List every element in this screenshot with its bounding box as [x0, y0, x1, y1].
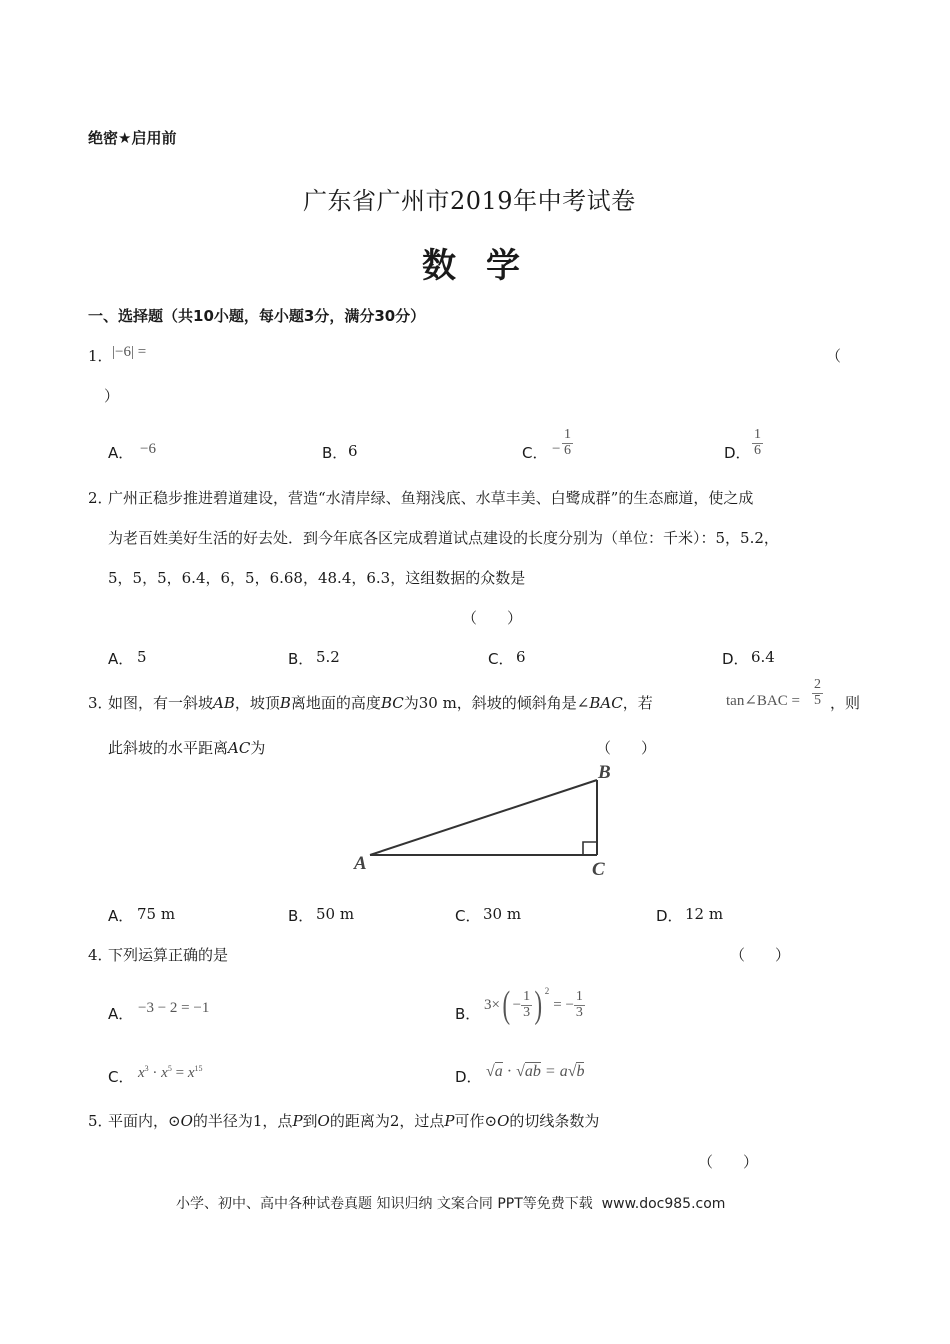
q5-text-b: 的半径为1，点: [192, 1112, 293, 1130]
q3-text-d: 为30 m，斜坡的倾斜角是∠: [403, 694, 590, 712]
q2-option-d-label: D．: [722, 650, 749, 668]
q3-answer-paren: （ ）: [596, 739, 657, 757]
q4-option-b-result-denominator: 3: [575, 1004, 583, 1020]
q1-option-d-denominator: 6: [754, 442, 761, 458]
q3-var-b: B: [279, 694, 291, 712]
q2-option-a-value: 5: [137, 648, 147, 666]
q3-option-d-value: 12 m: [685, 905, 724, 923]
q5-text-c: 到: [302, 1112, 318, 1130]
q3-tan-numerator: 2: [814, 677, 821, 692]
q5-answer-paren: （ ）: [698, 1153, 759, 1171]
q3-line-1: [108, 692, 653, 713]
q4-option-c-dot: ·: [148, 1065, 162, 1081]
q3-text-g: 此斜坡的水平距离: [108, 739, 229, 757]
q5-var-o-1: O: [180, 1112, 193, 1130]
q4-option-c-base-3: x: [187, 1065, 195, 1081]
q4-option-b-numerator: 1: [523, 988, 531, 1004]
sqrt-symbol-3: √: [567, 1063, 577, 1080]
footer-ad-text: 小学、初中、高中各种试卷真题 知识归纳 文案合同 PPT等免费下载 www.doc985.com: [176, 1196, 726, 1212]
q1-option-b-value: 6: [348, 442, 358, 460]
q2-option-a-label: A．: [108, 650, 134, 668]
q4-option-c-exp-2: 5: [167, 1064, 172, 1073]
q3-text-c: 离地面的高度: [290, 694, 381, 712]
q3-tan-fraction: [812, 678, 823, 708]
q1-option-c-label: C．: [522, 444, 548, 462]
q4-option-b-power: 2: [544, 986, 550, 996]
slope-triangle-figure: [340, 758, 630, 883]
q4-stem: 下列运算正确的是: [108, 946, 229, 964]
q2-option-d-value: 6.4: [751, 648, 775, 666]
q1-option-c-sign: −: [552, 441, 561, 457]
q3-text-a: 如图，有一斜坡: [108, 694, 214, 712]
q4-option-b-equals: = −: [553, 996, 574, 1013]
slope-line-ab: [370, 780, 597, 855]
q2-line-3: 5，5，5，6.4，6，5，6.68，48.4，6.3，这组数据的众数是: [108, 569, 526, 587]
q4-option-d-label: D．: [455, 1068, 482, 1086]
q4-option-b-fraction: [521, 990, 532, 1020]
q5-stem: [108, 1110, 599, 1131]
q4-option-a-expression: −3 − 2 = −1: [138, 1000, 210, 1016]
q4-option-b-denominator: 3: [523, 1004, 531, 1020]
q5-text-e: 可作⊙: [454, 1112, 498, 1130]
q3-option-d-label: D．: [656, 907, 683, 925]
q4-option-d-equals: = a: [540, 1063, 568, 1080]
q1-paren-close: ）: [104, 387, 120, 405]
q4-option-c-base-2: x: [161, 1065, 168, 1081]
q1-option-d-label: D．: [724, 444, 751, 462]
q4-option-b-right-paren: ): [534, 984, 543, 1026]
q3-tan-denominator: 5: [814, 692, 821, 708]
q1-option-d-fraction: [752, 428, 763, 458]
secrecy-label: 绝密★启用前: [88, 129, 177, 147]
q3-var-bc: BC: [380, 694, 404, 712]
q4-option-c-label: C．: [108, 1068, 134, 1086]
q4-option-b-label: B．: [455, 1005, 481, 1023]
q3-var-ab: AB: [213, 694, 235, 712]
q2-option-b-label: B．: [288, 650, 314, 668]
q1-paren-open: （: [826, 347, 842, 365]
q4-option-b-result-fraction: [574, 990, 585, 1020]
sqrt-symbol-2: √: [516, 1063, 525, 1080]
q4-option-d-radicand-1: a: [494, 1063, 503, 1080]
q2-line-2: 为老百姓美好生活的好去处．到今年底各区完成碧道试点建设的长度分别为（单位：千米）：5，5.2，: [108, 529, 779, 547]
q2-option-c-value: 6: [516, 648, 526, 666]
q4-option-b-expression: [484, 986, 585, 1024]
q3-var-bac: BAC: [589, 694, 623, 712]
q4-option-d-dot: ·: [502, 1063, 517, 1080]
q4-option-b-prefix: 3×: [484, 996, 500, 1013]
q1-option-c-fraction: [562, 428, 573, 458]
q5-text-d: 的距离为2，过点: [329, 1112, 445, 1130]
q4-option-d-radicand-3: b: [576, 1063, 585, 1080]
q1-option-c-denominator: 6: [564, 442, 571, 458]
q3-text-f: ，则: [830, 694, 861, 712]
subject-title: 数学: [422, 246, 550, 286]
q4-option-c-base-1: x: [138, 1065, 145, 1081]
q2-number: 2．: [88, 489, 113, 507]
q5-var-o-2: O: [317, 1112, 330, 1130]
q4-option-c-equals: =: [171, 1065, 188, 1081]
q2-option-b-value: 5.2: [316, 648, 340, 666]
q1-number: 1．: [88, 347, 113, 365]
q4-number: 4．: [88, 946, 113, 964]
q4-option-d-expression: [486, 1063, 584, 1081]
q4-option-b-left-paren: (: [502, 984, 511, 1026]
q3-text-b: ，坡顶: [234, 694, 280, 712]
q4-option-c-exp-1: 3: [144, 1064, 149, 1073]
q1-option-b-label: B．: [322, 444, 348, 462]
vertex-label-c: C: [592, 859, 605, 880]
q5-text-a: 平面内，⊙: [108, 1112, 181, 1130]
section-heading: 一、选择题（共10小题，每小题3分，满分30分）: [88, 307, 426, 325]
q3-option-c-value: 30 m: [483, 905, 522, 923]
q2-line-1: 广州正稳步推进碧道建设，营造“水清岸绿、鱼翔浅底、水草丰美、白鹭成群”的生态廊道，使之成: [108, 489, 754, 507]
q4-option-d-radicand-2: ab: [524, 1063, 541, 1080]
right-angle-mark: [583, 842, 597, 855]
sqrt-symbol-1: √: [486, 1063, 495, 1080]
q3-option-a-label: A．: [108, 907, 134, 925]
q3-text-h: 为: [250, 739, 266, 757]
q1-option-a-label: A．: [108, 444, 134, 462]
q5-var-p-1: P: [292, 1112, 303, 1130]
q5-var-p-2: P: [444, 1112, 455, 1130]
q2-option-c-label: C．: [488, 650, 514, 668]
q4-answer-paren: （ ）: [730, 946, 791, 964]
q1-expression: |−6| =: [112, 344, 147, 360]
exam-title: 广东省广州市2019年中考试卷: [303, 187, 636, 215]
q1-option-d-numerator: 1: [754, 427, 761, 442]
q3-number: 3．: [88, 694, 113, 712]
q5-var-o-3: O: [497, 1112, 510, 1130]
vertex-label-a: A: [354, 853, 367, 874]
q4-option-c-exp-3: 15: [194, 1064, 203, 1073]
q3-text-e: ，若: [622, 694, 653, 712]
q3-option-c-label: C．: [455, 907, 481, 925]
q2-answer-paren: （ ）: [462, 609, 523, 627]
q3-option-a-value: 75 m: [137, 905, 176, 923]
q4-option-a-label: A．: [108, 1005, 134, 1023]
q4-option-c-expression: [138, 1064, 202, 1082]
q4-option-b-inner-sign: −: [512, 996, 522, 1013]
q3-option-b-value: 50 m: [316, 905, 355, 923]
q3-tan-expression: tan∠BAC =: [726, 693, 800, 709]
q1-option-a-value: −6: [140, 441, 156, 457]
q3-line-2: [108, 737, 265, 758]
q5-number: 5．: [88, 1112, 113, 1130]
q1-option-c-numerator: 1: [564, 427, 571, 442]
q5-text-f: 的切线条数为: [509, 1112, 600, 1130]
q3-var-ac: AC: [228, 739, 251, 757]
q4-option-b-result-numerator: 1: [575, 988, 583, 1004]
q3-option-b-label: B．: [288, 907, 314, 925]
vertex-label-b: B: [598, 762, 611, 783]
